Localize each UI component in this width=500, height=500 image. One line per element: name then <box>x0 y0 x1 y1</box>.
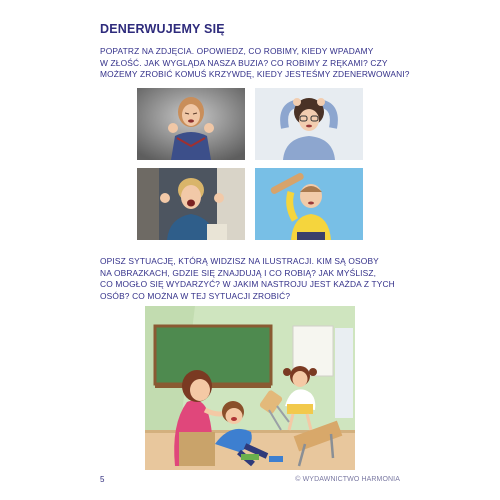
photo-girl-hands-in-hair <box>255 88 363 160</box>
text-line: MOŻEMY ZROBIĆ KOMUŚ KRZYWDĘ, KIEDY JESTEŚMY ZDENERWOWANI? <box>100 69 410 80</box>
photo-boy-shouting <box>137 168 245 240</box>
instruction-illustration <box>100 256 420 302</box>
instruction-photos <box>100 46 420 81</box>
text-line: POPATRZ NA ZDJĘCIA. OPOWIEDZ, CO ROBIMY, KIEDY WPADAMY <box>100 46 374 56</box>
photo-boy-with-rolling-pin <box>255 168 363 240</box>
copyright-note: © WYDAWNICTWO HARMONIA <box>295 476 400 483</box>
photo-angry-girl-fists <box>137 88 245 160</box>
page-heading: DENERWUJEMY SIĘ <box>100 22 225 36</box>
text-line: NA OBRAZKACH, GDZIE SIĘ ZNAJDUJĄ I CO ROBIĄ? JAK MYŚLISZ, <box>100 267 377 278</box>
text-line: OPISZ SYTUACJĘ, KTÓRĄ WIDZISZ NA ILUSTRACJI. KIM SĄ OSOBY <box>100 256 379 266</box>
page-number: 5 <box>100 475 105 484</box>
text-line: OSÓB? CO MOŻNA W TEJ SYTUACJI ZROBIĆ? <box>100 290 291 301</box>
classroom-illustration <box>145 306 355 470</box>
text-line: CO MOGŁO SIĘ WYDARZYĆ? W JAKIM NASTROJU JEST KAŻDA Z TYCH <box>100 279 395 290</box>
text-line: W ZŁOŚĆ. JAK WYGLĄDA NASZA BUZIA? CO ROBIMY Z RĘKAMI? CZY <box>100 57 388 68</box>
